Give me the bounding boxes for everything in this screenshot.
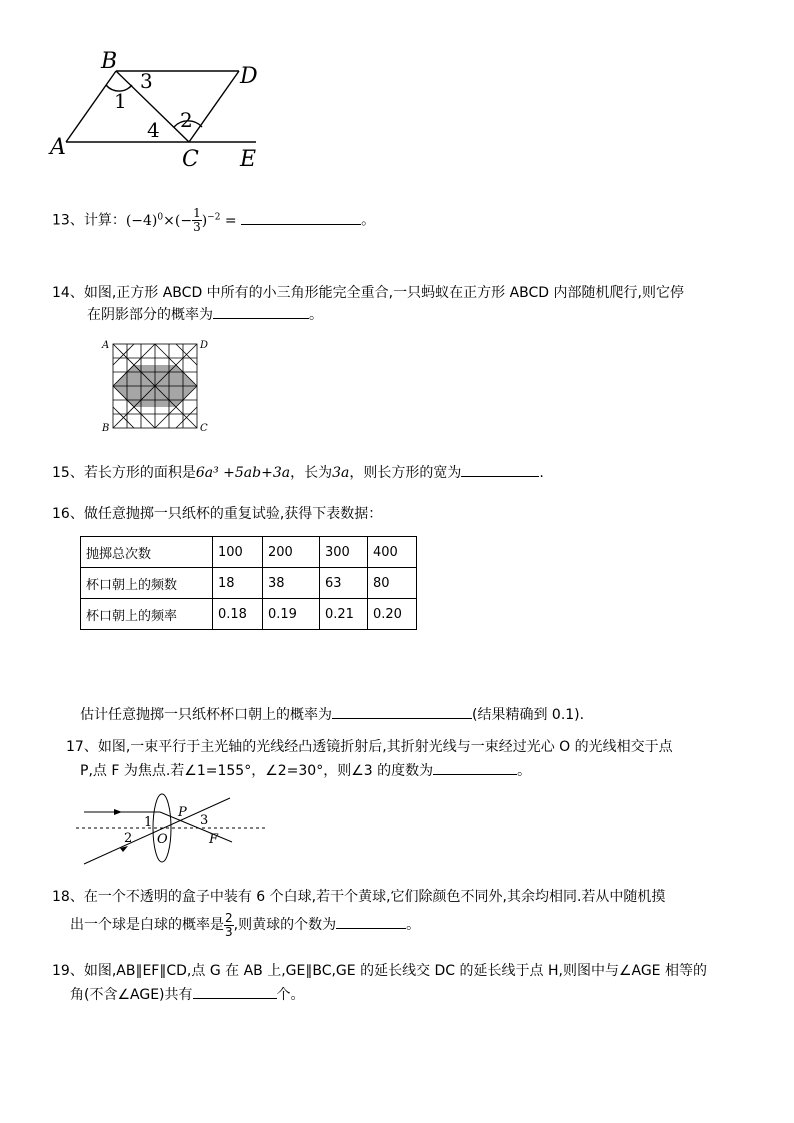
question-17 (66, 736, 673, 758)
q16-answer-blank[interactable] (332, 702, 472, 719)
q16-estimate-post: (结果精确到 0.1). (472, 707, 585, 723)
q14-end: 。 (309, 307, 323, 323)
question-17-line2 (80, 758, 531, 782)
q19-line2-pre: 角(不含∠AGE)共有 (70, 987, 193, 1003)
lens-label-O: O (157, 832, 168, 847)
q17-end: 。 (517, 763, 532, 779)
parallelogram-figure (44, 46, 274, 174)
angle-label-1: 1 (114, 89, 127, 113)
lens-figure (76, 792, 270, 868)
q14-line1: 如图,正方形 ABCD 中所有的小三角形能完全重合,一只蚂蚁在正方形 ABCD 内部随机爬行,则它停 (83, 285, 684, 301)
q17-answer-blank[interactable] (433, 758, 517, 775)
lens-angle-3: 3 (200, 813, 209, 828)
q17-line1: 如图,一束平行于主光轴的光线经凸透镜折射后,其折射光线与一束经过光心 O 的光线相交于点 (97, 739, 673, 755)
grid-label-C: C (200, 423, 208, 434)
q15-end: . (539, 465, 544, 481)
q19-answer-blank[interactable] (193, 982, 277, 999)
q18-line2-pre: 出一个球是白球的概率是 (70, 917, 224, 933)
q18-end: 。 (406, 917, 421, 933)
table-cell: 18 (213, 568, 263, 599)
grid-label-A: A (102, 340, 110, 351)
q19-line1: 如图,AB∥EF∥CD,点 G 在 AB 上,GE∥BC,GE 的延长线交 DC 的延长线于点 H,则图中与∠AGE 相等的 (83, 963, 707, 979)
q17-line2: P,点 F 为焦点.若∠1=155°，∠2=30°，则∠3 的度数为 (80, 763, 434, 779)
label-E: E (240, 147, 257, 172)
grid-label-B: B (102, 423, 110, 434)
q16-text: 做任意抛掷一只纸杯的重复试验,获得下表数据： (83, 506, 383, 522)
table-cell: 0.19 (263, 599, 320, 630)
q15-mid: ，长为 (290, 465, 333, 481)
question-15 (52, 460, 544, 484)
lens-angle-2: 2 (124, 831, 133, 846)
table-cell: 杯口朝上的频数 (81, 568, 213, 599)
label-C: C (182, 147, 199, 172)
q15-post: ，则长方形的宽为 (349, 465, 462, 481)
angle-label-4: 4 (147, 118, 160, 142)
table-cell: 抛掷总次数 (81, 537, 213, 568)
table-cell: 38 (263, 568, 320, 599)
q15-area-expression: 6a³ +5ab+3a (195, 465, 291, 481)
q15-pre: 若长方形的面积是 (83, 465, 196, 481)
table-cell: 0.20 (368, 599, 417, 630)
lens-angle-1: 1 (144, 815, 153, 830)
q17-number: 17、 (66, 739, 98, 755)
table-cell: 400 (368, 537, 417, 568)
question-14-line2 (87, 302, 323, 326)
table-cell: 杯口朝上的频率 (81, 599, 213, 630)
table-cell: 63 (320, 568, 368, 599)
q18-line2-post: ,则黄球的个数为 (233, 917, 337, 933)
lens-label-F: F (209, 832, 219, 847)
label-A: A (50, 135, 66, 160)
q13-expression: $(-4)^0\times(-$ $\frac{1}{3}$ )$^{-2}$ = (125, 206, 237, 235)
q14-number: 14、 (52, 285, 84, 301)
q13-fraction: $\frac{1}{3}$ (193, 206, 201, 235)
q18-line1: 在一个不透明的盒子中装有 6 个白球,若干个黄球,它们除颜色不同外,其余均相同.若从中随机摸 (83, 889, 666, 905)
q15-answer-blank[interactable] (461, 460, 539, 477)
lens-label-P: P (178, 805, 187, 820)
square-grid-figure (98, 336, 214, 436)
table-cell: 0.21 (320, 599, 368, 630)
label-D: D (240, 64, 258, 89)
q18-number: 18、 (52, 889, 84, 905)
angle-label-2: 2 (180, 108, 193, 132)
table-cell: 100 (213, 537, 263, 568)
table-cell: 0.18 (213, 599, 263, 630)
q15-number: 15、 (52, 465, 84, 481)
question-19 (52, 960, 707, 982)
question-16-estimate (80, 702, 584, 726)
table-cell: 200 (263, 537, 320, 568)
table-row (81, 599, 417, 630)
q18-fraction: $\frac{2}{3}$ (225, 910, 233, 939)
frequency-table (80, 536, 417, 630)
grid-label-D: D (200, 340, 209, 351)
table-row (81, 568, 417, 599)
q13-answer-blank[interactable] (241, 208, 361, 225)
q13-end: 。 (361, 212, 376, 229)
q19-number: 19、 (52, 963, 84, 979)
table-cell: 80 (368, 568, 417, 599)
table-row (81, 537, 417, 568)
angle-label-3: 3 (140, 69, 153, 93)
table-cell: 300 (320, 537, 368, 568)
q14-answer-blank[interactable] (213, 302, 309, 319)
q13-number: 13、 (52, 212, 84, 229)
question-13 (52, 202, 375, 236)
question-18-line2 (70, 908, 420, 942)
q15-length: 3a (332, 465, 350, 481)
question-19-line2 (70, 982, 305, 1006)
q16-estimate-pre: 估计任意抛掷一只纸杯杯口朝上的概率为 (80, 707, 332, 723)
question-18 (52, 886, 665, 908)
q18-answer-blank[interactable] (336, 912, 406, 929)
q14-line2: 在阴影部分的概率为 (87, 307, 213, 323)
q16-number: 16、 (52, 506, 84, 522)
label-B: B (101, 49, 118, 74)
q19-line2-post: 个。 (276, 987, 305, 1003)
question-14 (52, 282, 684, 304)
question-16 (52, 503, 382, 525)
q13-text: 计算： (83, 212, 126, 229)
